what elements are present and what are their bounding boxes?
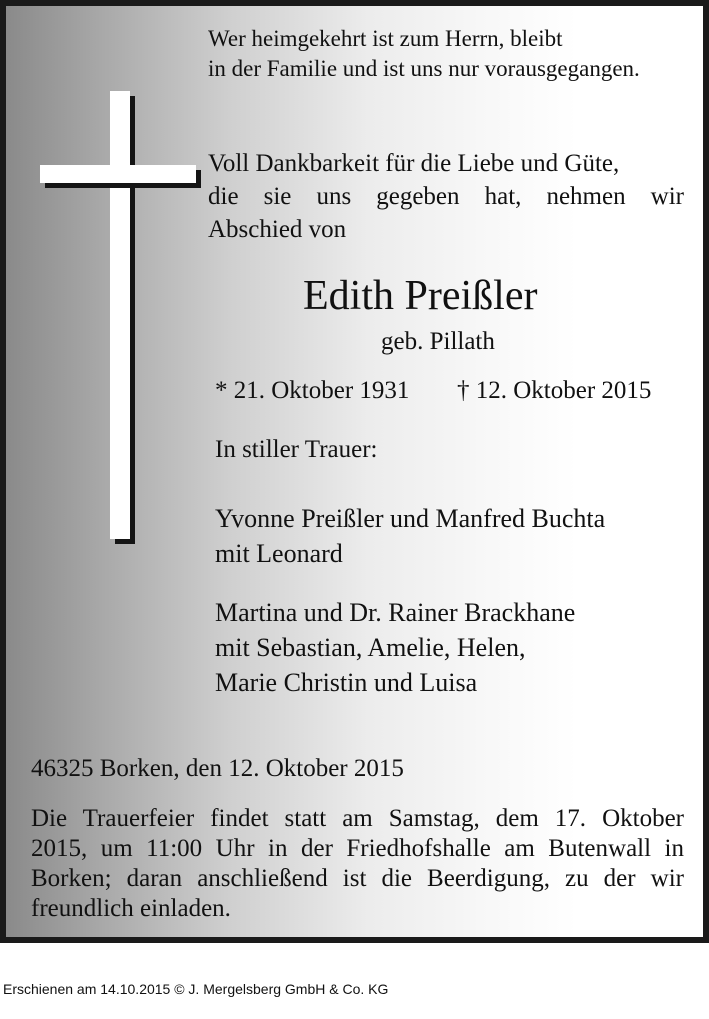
mourner-1-line-1: Yvonne Preißler und Manfred Buchta: [215, 504, 606, 533]
intro-line-1: Voll Dankbarkeit für die Liebe und Güte,: [208, 150, 620, 177]
cross-icon-vertical: [110, 91, 130, 539]
service-line-2: 2015, um 11:00 Uhr in der Friedhofshalle am Butenwall in: [31, 835, 684, 862]
intro-line-2: die sie uns gegeben hat, nehmen wir: [208, 183, 684, 210]
intro-line-3: Abschied von: [208, 216, 347, 243]
service-line-3: Borken; daran anschließend ist die Beerdigung, zu der wir: [31, 865, 684, 892]
quote-line-2: in der Familie und ist uns nur vorausgegangen.: [208, 56, 640, 81]
publication-footer: Erschienen am 14.10.2015 © J. Mergelsberg GmbH & Co. KG: [3, 981, 389, 997]
place-date: 46325 Borken, den 12. Oktober 2015: [31, 755, 404, 782]
maiden-name: geb. Pillath: [381, 328, 495, 355]
mourning-label: In stiller Trauer:: [215, 436, 378, 463]
mourner-1-line-2: mit Leonard: [215, 539, 343, 568]
birth-date: * 21. Oktober 1931: [215, 377, 410, 404]
mourner-2-line-1: Martina und Dr. Rainer Brackhane: [215, 598, 576, 627]
service-line-1: Die Trauerfeier findet statt am Samstag, dem 17. Oktober: [31, 805, 684, 832]
cross-icon-horizontal: [40, 165, 196, 183]
quote-line-1: Wer heimgekehrt ist zum Herrn, bleibt: [208, 26, 563, 51]
deceased-name: Edith Preißler: [303, 273, 538, 319]
mourner-2-line-2: mit Sebastian, Amelie, Helen,: [215, 633, 526, 662]
mourner-2-line-3: Marie Christin und Luisa: [215, 668, 478, 697]
death-date: † 12. Oktober 2015: [457, 377, 652, 404]
service-line-4: freundlich einladen.: [31, 895, 231, 922]
